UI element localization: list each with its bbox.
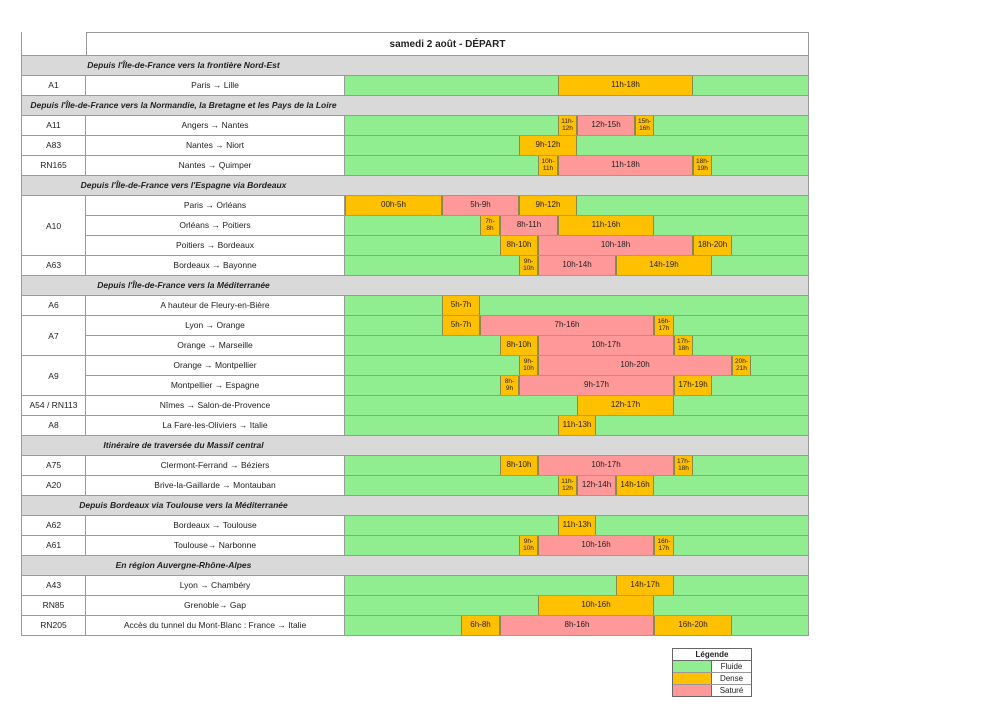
road-group bbox=[22, 536, 809, 556]
road-code: A1 bbox=[22, 76, 86, 95]
traffic-segment-dense bbox=[519, 136, 577, 155]
road-code: A54 / RN113 bbox=[22, 396, 86, 415]
traffic-segment-sature bbox=[538, 536, 654, 555]
traffic-timeline bbox=[345, 616, 809, 635]
traffic-timeline bbox=[345, 456, 809, 475]
section-label: Depuis l'Île-de-France vers la Normandie, la Bretagne et les Pays de la Loire bbox=[30, 100, 337, 110]
road-code: A61 bbox=[22, 536, 86, 555]
traffic-segment-dense bbox=[674, 376, 712, 395]
traffic-timeline bbox=[345, 116, 809, 135]
table-body bbox=[22, 56, 809, 636]
legend-title: Légende bbox=[673, 649, 751, 661]
table-row bbox=[22, 316, 809, 336]
segment-label: 11h-18h bbox=[611, 80, 640, 90]
route-name: Montpellier → Espagne bbox=[86, 376, 345, 395]
traffic-segment-dense bbox=[635, 116, 654, 135]
route-name: Toulouse→ Narbonne bbox=[86, 536, 345, 555]
legend-item-fluide bbox=[673, 661, 751, 673]
traffic-segment-dense bbox=[500, 236, 538, 255]
road-code: RN205 bbox=[22, 616, 86, 635]
route-name: Lyon → Chambéry bbox=[86, 576, 345, 595]
table-row bbox=[22, 216, 809, 236]
traffic-segment-dense bbox=[480, 216, 500, 235]
traffic-segment-dense bbox=[558, 216, 654, 235]
route-name: Accès du tunnel du Mont-Blanc : France → Italie bbox=[86, 616, 345, 635]
segment-label: 16h-20h bbox=[678, 620, 708, 630]
traffic-timeline bbox=[345, 156, 809, 175]
route-name: Poitiers → Bordeaux bbox=[86, 236, 345, 255]
segment-label: 12h-15h bbox=[591, 120, 621, 130]
road-group bbox=[22, 456, 809, 476]
table-row bbox=[22, 336, 809, 356]
road-code: RN165 bbox=[22, 156, 86, 175]
traffic-segment-sature bbox=[500, 616, 654, 635]
road-group bbox=[22, 416, 809, 436]
segment-label: 14h-19h bbox=[649, 260, 679, 270]
segment-label: 8h-10h bbox=[506, 340, 532, 350]
table-row bbox=[22, 196, 809, 216]
traffic-segment-dense bbox=[519, 536, 538, 555]
road-code: A62 bbox=[22, 516, 86, 535]
traffic-forecast-table bbox=[21, 32, 809, 636]
legend-swatch bbox=[673, 685, 712, 696]
road-code: A11 bbox=[22, 116, 86, 135]
section-header-row bbox=[22, 436, 809, 456]
section-timeline-spacer bbox=[345, 556, 809, 575]
table-row bbox=[22, 396, 809, 416]
road-group bbox=[22, 616, 809, 636]
traffic-segment-sature bbox=[577, 116, 635, 135]
segment-label: 10h-14h bbox=[562, 260, 592, 270]
traffic-timeline bbox=[345, 236, 809, 255]
traffic-segment-dense bbox=[654, 316, 674, 335]
legend-items bbox=[673, 661, 751, 696]
segment-label: 8h-11h bbox=[516, 220, 542, 230]
traffic-timeline bbox=[345, 296, 809, 315]
traffic-segment-dense bbox=[442, 316, 480, 335]
traffic-segment-dense bbox=[674, 456, 693, 475]
route-name: Angers → Nantes bbox=[86, 116, 345, 135]
traffic-segment-sature bbox=[577, 476, 616, 495]
segment-label: 11h-16h bbox=[591, 220, 621, 230]
section-header-row bbox=[22, 56, 809, 76]
segment-label: 8h-16h bbox=[564, 620, 590, 630]
table-row bbox=[22, 116, 809, 136]
section-header-row bbox=[22, 96, 809, 116]
route-name: A hauteur de Fleury-en-Bière bbox=[86, 296, 345, 315]
road-group bbox=[22, 596, 809, 616]
section-header-row bbox=[22, 176, 809, 196]
traffic-segment-dense bbox=[519, 356, 538, 375]
road-group bbox=[22, 256, 809, 276]
table-row bbox=[22, 356, 809, 376]
segment-label: 10h- 11h bbox=[541, 158, 555, 172]
traffic-timeline bbox=[345, 396, 809, 415]
segment-label: 9h-12h bbox=[535, 200, 561, 210]
segment-label: 5h-7h bbox=[450, 300, 472, 310]
legend-item-dense bbox=[673, 673, 751, 685]
traffic-segment-dense bbox=[558, 516, 596, 535]
road-group bbox=[22, 136, 809, 156]
route-name: Paris → Lille bbox=[86, 76, 345, 95]
segment-label: 18h- 19h bbox=[695, 158, 709, 172]
traffic-segment-sature bbox=[538, 356, 732, 375]
road-group bbox=[22, 116, 809, 136]
table-row bbox=[22, 456, 809, 476]
traffic-segment-dense bbox=[500, 376, 519, 395]
traffic-segment-sature bbox=[538, 336, 674, 355]
traffic-segment-dense bbox=[538, 596, 654, 615]
table-row bbox=[22, 236, 809, 256]
section-label: Depuis l'Île-de-France vers la Méditerranée bbox=[97, 280, 270, 290]
table-row bbox=[22, 616, 809, 636]
road-group bbox=[22, 516, 809, 536]
road-code: A83 bbox=[22, 136, 86, 155]
traffic-timeline bbox=[345, 136, 809, 155]
traffic-segment-dense bbox=[500, 336, 538, 355]
traffic-segment-sature bbox=[558, 156, 693, 175]
section-timeline-spacer bbox=[345, 436, 809, 455]
segment-label: 16h- 17h bbox=[657, 538, 671, 552]
road-group bbox=[22, 156, 809, 176]
traffic-segment-dense bbox=[693, 236, 732, 255]
traffic-segment-dense bbox=[654, 616, 732, 635]
section-timeline-spacer bbox=[345, 276, 809, 295]
road-code: A9 bbox=[22, 356, 86, 396]
traffic-segment-sature bbox=[519, 376, 674, 395]
traffic-timeline bbox=[345, 76, 809, 95]
traffic-timeline bbox=[345, 196, 809, 215]
segment-label: 9h-17h bbox=[584, 380, 609, 390]
route-name: Orange → Marseille bbox=[86, 336, 345, 355]
road-code: A43 bbox=[22, 576, 86, 595]
traffic-timeline bbox=[345, 596, 809, 615]
segment-label: 10h-18h bbox=[600, 240, 631, 250]
traffic-segment-dense bbox=[519, 256, 538, 275]
segment-label: 11h- 12h bbox=[561, 118, 574, 132]
traffic-segment-dense bbox=[616, 576, 674, 595]
table-row bbox=[22, 376, 809, 396]
table-row bbox=[22, 296, 809, 316]
route-name: Bordeaux → Bayonne bbox=[86, 256, 345, 275]
segment-label: 7h-16h bbox=[554, 320, 580, 330]
segment-label: 11h-18h bbox=[611, 160, 640, 170]
road-code: A75 bbox=[22, 456, 86, 475]
route-name: Orléans → Poitiers bbox=[86, 216, 345, 235]
section-label: Depuis Bordeaux via Toulouse vers la Méditerranée bbox=[79, 500, 288, 510]
table-row bbox=[22, 76, 809, 96]
traffic-segment-dense bbox=[674, 336, 693, 355]
legend-item-sature bbox=[673, 685, 751, 696]
table-title-row bbox=[22, 32, 809, 56]
segment-label: 5h-7h bbox=[450, 320, 472, 330]
table-row bbox=[22, 516, 809, 536]
road-group bbox=[22, 76, 809, 96]
traffic-segment-dense bbox=[442, 296, 480, 315]
route-name: Clermont-Ferrand → Béziers bbox=[86, 456, 345, 475]
section-header-row bbox=[22, 276, 809, 296]
segment-label: 10h-16h bbox=[581, 540, 611, 550]
segment-label: 8h- 9h bbox=[504, 378, 515, 392]
legend-label: Dense bbox=[719, 674, 744, 683]
segment-label: 10h-16h bbox=[581, 600, 611, 610]
table-row bbox=[22, 416, 809, 436]
segment-label: 11h-13h bbox=[562, 420, 592, 430]
section-header-row bbox=[22, 496, 809, 516]
route-name: Grenoble→ Gap bbox=[86, 596, 345, 615]
traffic-segment-sature bbox=[500, 216, 558, 235]
traffic-timeline bbox=[345, 256, 809, 275]
traffic-segment-dense bbox=[732, 356, 751, 375]
road-code: A6 bbox=[22, 296, 86, 315]
segment-label: 20h- 21h bbox=[734, 358, 748, 372]
section-label: Itinéraire de traversée du Massif central bbox=[103, 440, 264, 450]
route-name: Bordeaux → Toulouse bbox=[86, 516, 345, 535]
segment-label: 12h-14h bbox=[581, 480, 612, 490]
road-code: A63 bbox=[22, 256, 86, 275]
traffic-timeline bbox=[345, 476, 809, 495]
table-row bbox=[22, 156, 809, 176]
route-name: Nantes → Quimper bbox=[86, 156, 345, 175]
segment-label: 14h-16h bbox=[620, 480, 650, 490]
route-name: Paris → Orléans bbox=[86, 196, 345, 215]
traffic-timeline bbox=[345, 536, 809, 555]
road-code: A10 bbox=[22, 196, 86, 256]
segment-label: 00h-5h bbox=[381, 200, 406, 210]
road-group bbox=[22, 196, 809, 256]
segment-label: 10h-17h bbox=[591, 460, 621, 470]
traffic-segment-dense bbox=[558, 116, 577, 135]
traffic-segment-dense bbox=[577, 396, 674, 415]
traffic-segment-sature bbox=[538, 236, 693, 255]
traffic-segment-dense bbox=[345, 196, 442, 215]
section-timeline-spacer bbox=[345, 56, 809, 75]
legend-label: Fluide bbox=[720, 662, 743, 671]
cropped-header-fragment bbox=[20, 0, 580, 6]
section-header-row bbox=[22, 556, 809, 576]
route-name: Nîmes → Salon-de-Provence bbox=[86, 396, 345, 415]
segment-label: 18h-20h bbox=[697, 240, 728, 250]
segment-label: 17h- 18h bbox=[676, 338, 690, 352]
section-timeline-spacer bbox=[345, 96, 809, 115]
traffic-segment-dense bbox=[654, 536, 674, 555]
segment-label: 9h- 10h bbox=[523, 258, 534, 272]
segment-label: 11h-13h bbox=[562, 520, 592, 530]
legend-swatch bbox=[673, 661, 712, 672]
traffic-timeline bbox=[345, 356, 809, 375]
segment-label: 8h-10h bbox=[506, 460, 532, 470]
segment-label: 9h-12h bbox=[535, 140, 561, 150]
route-name: Brive-la-Gaillarde → Montauban bbox=[86, 476, 345, 495]
segment-label: 9h- 10h bbox=[523, 358, 534, 372]
segment-label: 14h-17h bbox=[630, 580, 660, 590]
traffic-segment-sature bbox=[480, 316, 654, 335]
segment-label: 12h-17h bbox=[610, 400, 641, 410]
table-row bbox=[22, 476, 809, 496]
traffic-segment-dense bbox=[616, 256, 712, 275]
segment-label: 10h-17h bbox=[591, 340, 621, 350]
traffic-timeline bbox=[345, 576, 809, 595]
route-name: Orange → Montpellier bbox=[86, 356, 345, 375]
traffic-segment-sature bbox=[442, 196, 519, 215]
traffic-segment-dense bbox=[616, 476, 654, 495]
traffic-timeline bbox=[345, 216, 809, 235]
road-code: A8 bbox=[22, 416, 86, 435]
segment-label: 17h-19h bbox=[678, 380, 708, 390]
segment-label: 11h- 12h bbox=[561, 478, 574, 492]
road-group bbox=[22, 356, 809, 396]
legend-label: Saturé bbox=[719, 686, 744, 695]
table-title: samedi 2 août - DÉPART bbox=[86, 32, 809, 55]
road-code: A7 bbox=[22, 316, 86, 356]
section-label: En région Auvergne-Rhône-Alpes bbox=[115, 560, 252, 570]
traffic-timeline bbox=[345, 416, 809, 435]
road-group bbox=[22, 296, 809, 316]
traffic-segment-sature bbox=[538, 456, 674, 475]
section-label: Depuis l'Île-de-France vers l'Espagne via Bordeaux bbox=[80, 180, 287, 190]
traffic-segment-dense bbox=[558, 76, 693, 95]
table-row bbox=[22, 596, 809, 616]
road-group bbox=[22, 476, 809, 496]
route-name: Nantes → Niort bbox=[86, 136, 345, 155]
section-timeline-spacer bbox=[345, 496, 809, 515]
traffic-segment-dense bbox=[538, 156, 558, 175]
route-name: La Fare-les-Oliviers → Italie bbox=[86, 416, 345, 435]
segment-label: 15h- 16h bbox=[637, 118, 651, 132]
segment-label: 17h- 18h bbox=[676, 458, 690, 472]
traffic-segment-dense bbox=[558, 416, 596, 435]
segment-label: 16h- 17h bbox=[657, 318, 671, 332]
road-code: A20 bbox=[22, 476, 86, 495]
table-row bbox=[22, 536, 809, 556]
segment-label: 8h-10h bbox=[506, 240, 532, 250]
segment-label: 10h-20h bbox=[620, 360, 650, 370]
table-row bbox=[22, 256, 809, 276]
legend bbox=[672, 648, 752, 697]
traffic-timeline bbox=[345, 336, 809, 355]
traffic-segment-dense bbox=[519, 196, 577, 215]
segment-label: 5h-9h bbox=[470, 200, 491, 210]
road-group bbox=[22, 316, 809, 356]
traffic-segment-dense bbox=[461, 616, 500, 635]
section-timeline-spacer bbox=[345, 176, 809, 195]
route-name: Lyon → Orange bbox=[86, 316, 345, 335]
table-row bbox=[22, 136, 809, 156]
road-group bbox=[22, 576, 809, 596]
road-code: RN85 bbox=[22, 596, 86, 615]
traffic-timeline bbox=[345, 376, 809, 395]
traffic-timeline bbox=[345, 316, 809, 335]
road-group bbox=[22, 396, 809, 416]
traffic-segment-dense bbox=[500, 456, 538, 475]
legend-swatch bbox=[673, 673, 712, 684]
table-row bbox=[22, 576, 809, 596]
segment-label: 9h- 10h bbox=[523, 538, 534, 552]
section-label: Depuis l'Île-de-France vers la frontière Nord-Est bbox=[87, 60, 280, 70]
traffic-timeline bbox=[345, 516, 809, 535]
segment-label: 7h- 8h bbox=[485, 218, 495, 232]
traffic-segment-dense bbox=[693, 156, 712, 175]
traffic-segment-sature bbox=[538, 256, 616, 275]
traffic-segment-dense bbox=[558, 476, 577, 495]
segment-label: 6h-8h bbox=[470, 620, 491, 630]
